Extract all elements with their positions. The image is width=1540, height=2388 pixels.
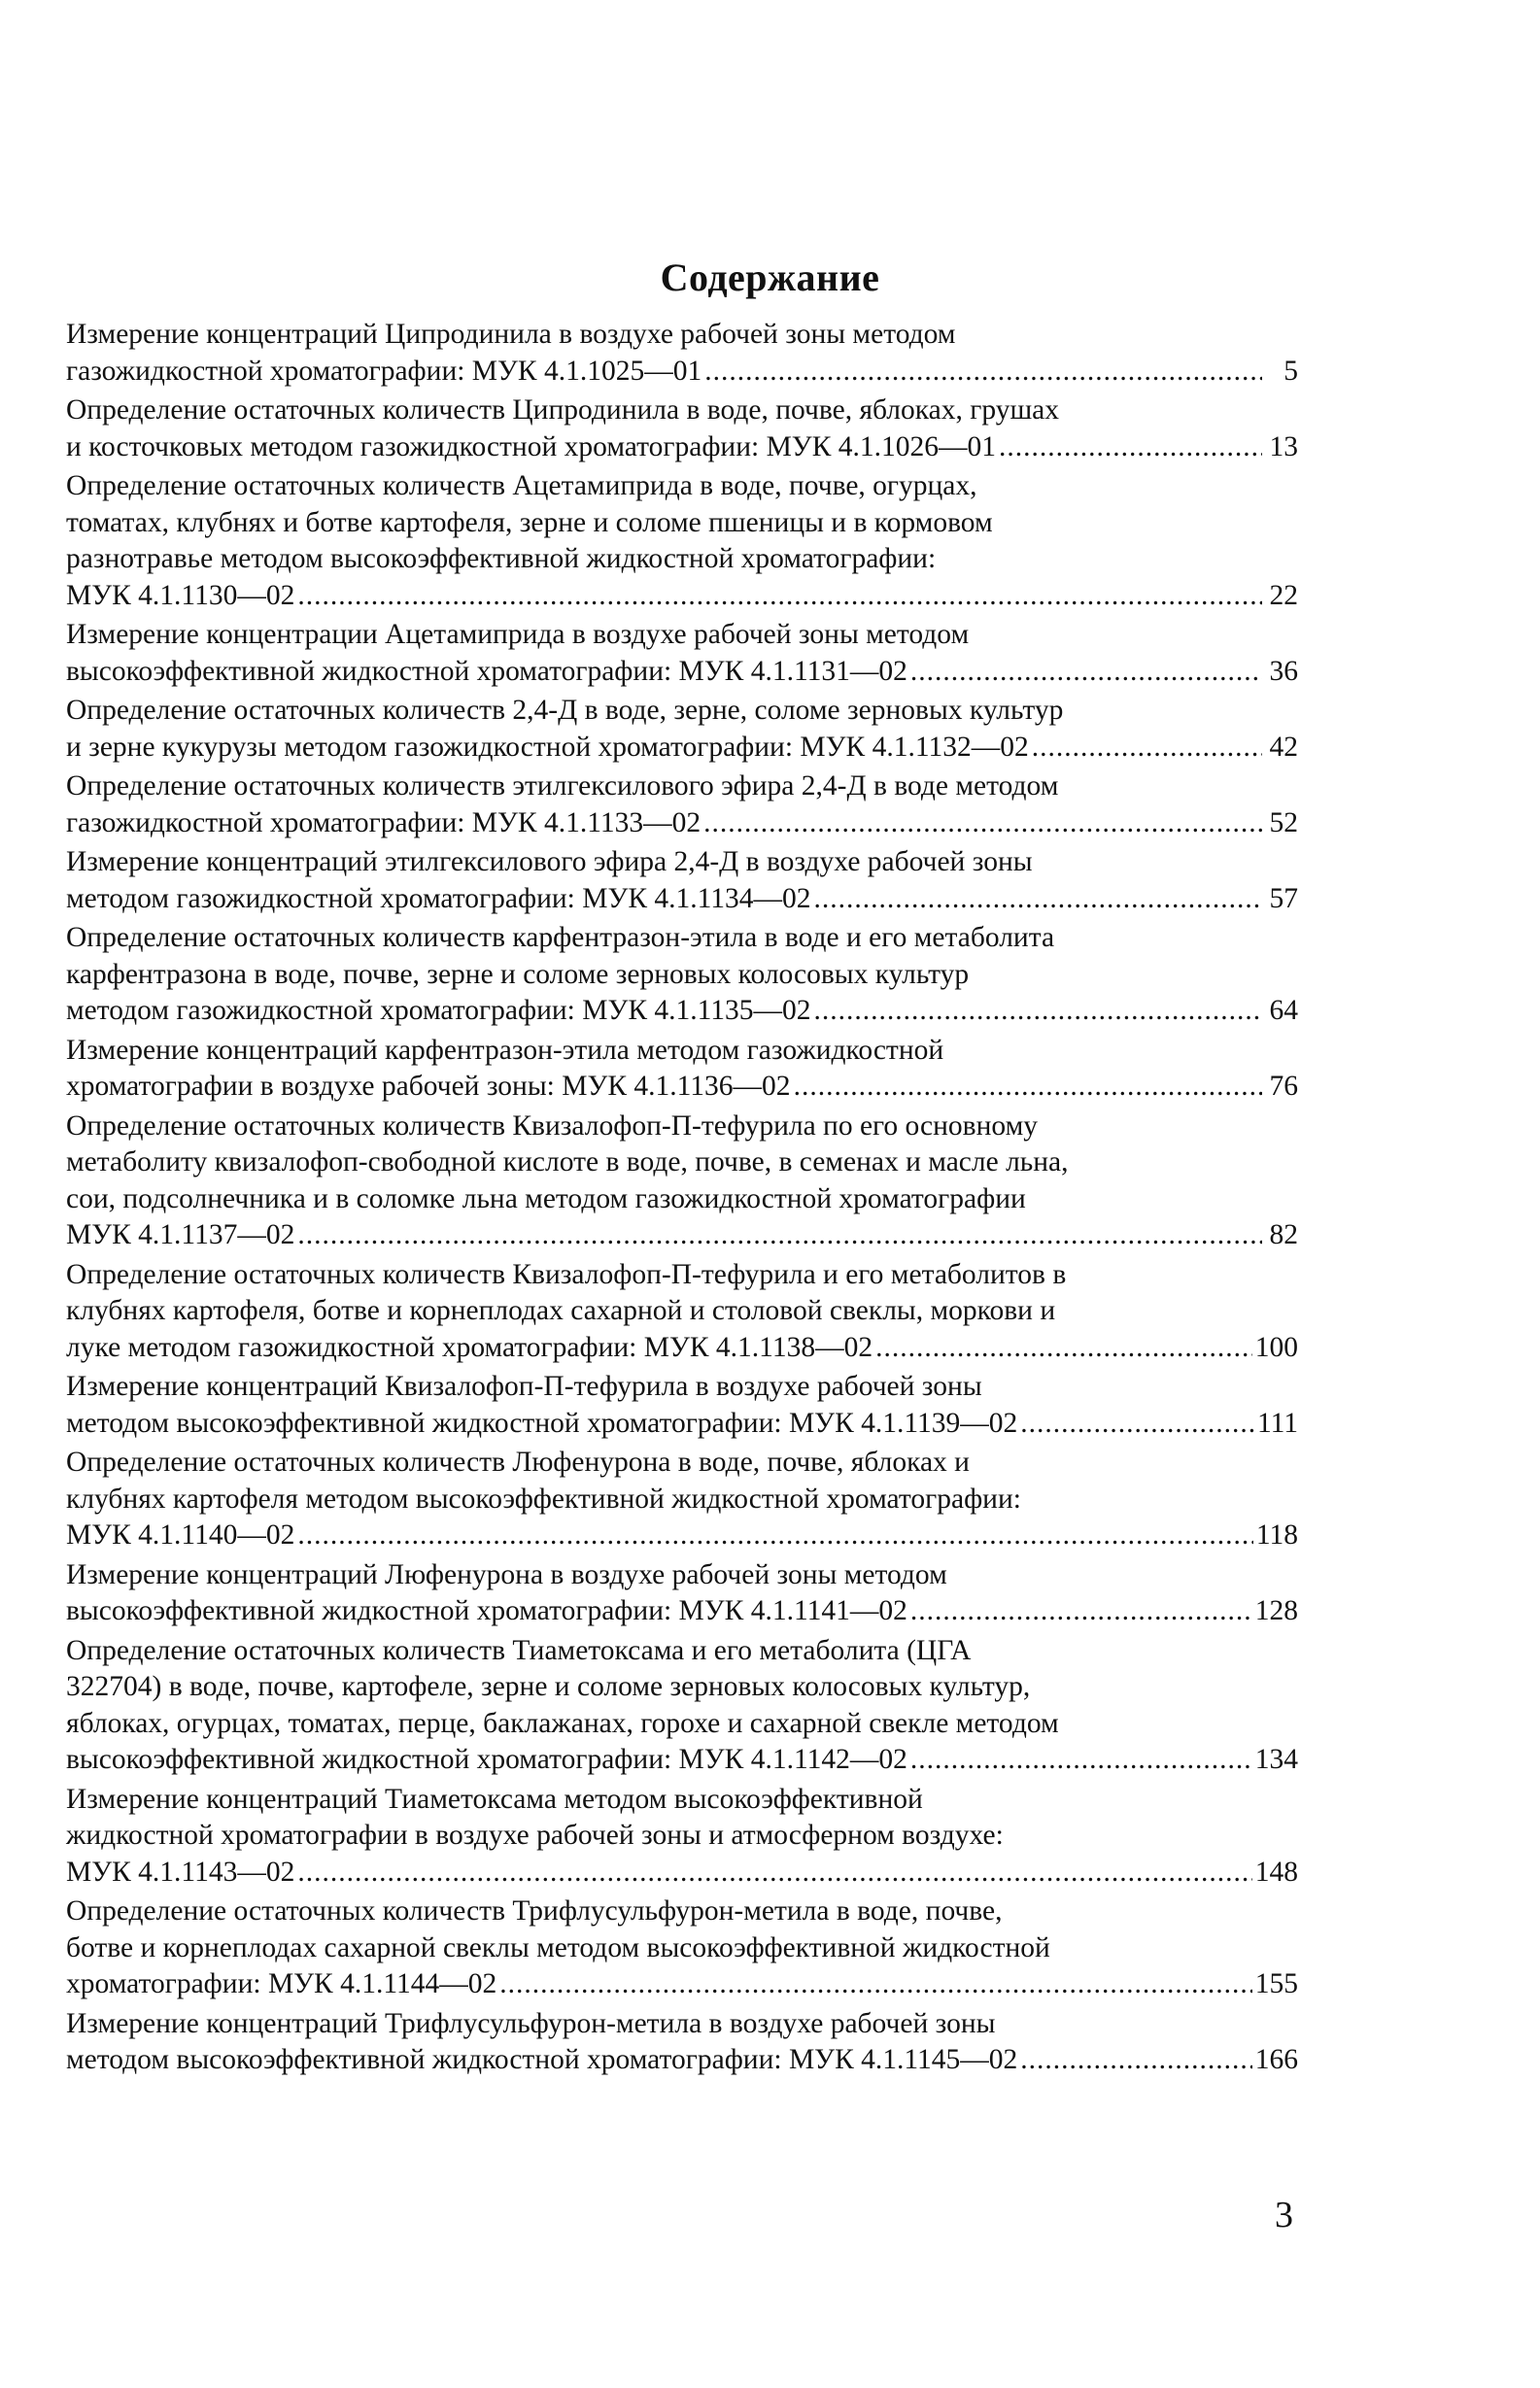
- dot-leader: [1032, 730, 1262, 767]
- toc-entry-line: Измерение концентраций Тиаметоксама методом высокоэффективной: [66, 1783, 923, 1815]
- toc-entry-line: 322704) в воде, почве, картофеле, зерне и соломе зерновых колосовых культур,: [66, 1671, 1031, 1702]
- toc-entry-line: Определение остаточных количеств Квизалофоп-П-тефурила и его метаболитов в: [66, 1258, 1067, 1290]
- toc-entry-line: клубнях картофеля, ботве и корнеплодах сахарной и столовой свеклы, моркови и: [66, 1295, 1056, 1326]
- toc-page-number: 42: [1269, 731, 1298, 763]
- dot-leader: [297, 1217, 1262, 1254]
- toc-entry: [66, 844, 1298, 917]
- dot-leader: [910, 1593, 1252, 1630]
- toc-page-number: 57: [1269, 882, 1298, 914]
- toc-entry-line: МУК 4.1.1140—02: [66, 1519, 295, 1551]
- toc-entry: [66, 2006, 1298, 2079]
- toc-page-number: 36: [1269, 655, 1298, 687]
- toc-entry-line: Измерение концентрации Ацетамиприда в воздухе рабочей зоны методом: [66, 619, 970, 650]
- toc-page-number: 166: [1254, 2044, 1298, 2075]
- toc-entry-final-line: [66, 1742, 1298, 1779]
- dot-leader: [499, 1966, 1251, 2003]
- toc-entry-final-line: [66, 1330, 1298, 1367]
- toc-entry-line: Определение остаточных количеств Люфенурона в воде, почве, яблоках и: [66, 1447, 970, 1478]
- dot-leader: [875, 1330, 1252, 1367]
- toc-entry-final-line: [66, 993, 1298, 1030]
- dot-leader: [794, 1069, 1262, 1106]
- toc-entry-line: и зерне кукурузы методом газожидкостной хроматографии: МУК 4.1.1132—02: [66, 731, 1029, 763]
- toc-page-number: 155: [1254, 1968, 1298, 1999]
- toc-entry-line: метаболиту квизалофоп-свободной кислоте в воде, почве, в семенах и масле льна,: [66, 1146, 1069, 1177]
- toc-page-number: 52: [1269, 806, 1298, 838]
- toc-entry-final-line: [66, 1593, 1298, 1630]
- toc-entry-final-line: [66, 578, 1298, 615]
- toc-page-number: 118: [1255, 1519, 1298, 1551]
- toc-entry-line: высокоэффективной жидкостной хроматографии: МУК 4.1.1142—02: [66, 1744, 907, 1775]
- toc-entry-line: Измерение концентраций Ципродинила в воздухе рабочей зоны методом: [66, 319, 956, 350]
- toc-entry-line: Определение остаточных количеств Квизалофоп-П-тефурила по его основному: [66, 1109, 1038, 1142]
- toc-page-number: 134: [1254, 1744, 1298, 1775]
- toc-entry-final-line: [66, 881, 1298, 918]
- toc-entry-line: Определение остаточных количеств 2,4-Д в воде, зерне, соломе зерновых культур: [66, 695, 1064, 726]
- toc-entry-line: хроматографии: МУК 4.1.1144—02: [66, 1968, 497, 1999]
- toc-page-number: 13: [1269, 430, 1298, 462]
- toc-page-number: 111: [1256, 1407, 1298, 1439]
- toc-page-number: 64: [1269, 995, 1298, 1026]
- toc-entry-line: Определение остаточных количеств карфентразон-этила в воде и его метаболита: [66, 922, 1055, 953]
- toc-entry-line: яблоках, огурцах, томатах, перце, баклажанах, горохе и сахарной свекле методом: [66, 1707, 1059, 1739]
- toc-entry-line: методом газожидкостной хроматографии: МУК 4.1.1134—02: [66, 882, 811, 914]
- toc-entry-line: томатах, клубнях и ботве картофеля, зерне и соломе пшеницы и в кормовом: [66, 506, 993, 538]
- toc-entry-line: ботве и корнеплодах сахарной свеклы методом высокоэффективной жидкостной: [66, 1931, 1050, 1963]
- page-number: 3: [1275, 2195, 1293, 2235]
- toc-entry-final-line: [66, 1069, 1298, 1106]
- toc-page-number: 22: [1269, 579, 1298, 611]
- toc-entry: [66, 1257, 1298, 1367]
- toc-entry-line: методом высокоэффективной жидкостной хроматографии: МУК 4.1.1145—02: [66, 2044, 1018, 2075]
- toc-entry: [66, 317, 1298, 390]
- dot-leader: [704, 354, 1262, 391]
- toc-entry-line: клубнях картофеля методом высокоэффективной жидкостной хроматографии:: [66, 1483, 1021, 1515]
- toc-entry-line: Определение остаточных количеств Трифлусульфурон-метила в воде, почве,: [66, 1895, 1003, 1927]
- toc-entry: [66, 1369, 1298, 1442]
- toc-entry-line: и косточковых методом газожидкостной хроматографии: МУК 4.1.1026—01: [66, 430, 996, 462]
- toc-entry-line: МУК 4.1.1143—02: [66, 1856, 295, 1888]
- toc-entry-line: Определение остаточных количеств Ацетамиприда в воде, почве, огурцах,: [66, 470, 977, 501]
- toc-entry: [66, 392, 1298, 465]
- dot-leader: [297, 1855, 1251, 1892]
- toc-entry: [66, 1557, 1298, 1630]
- toc-entry-line: методом высокоэффективной жидкостной хроматографии: МУК 4.1.1139—02: [66, 1407, 1018, 1439]
- toc-entry-final-line: [66, 1217, 1298, 1254]
- dot-leader: [814, 993, 1262, 1030]
- toc-entry-line: методом газожидкостной хроматографии: МУК 4.1.1135—02: [66, 995, 811, 1026]
- toc-entry: [66, 920, 1298, 1030]
- toc-entry: [66, 1033, 1298, 1106]
- toc-page-number: 100: [1254, 1331, 1298, 1363]
- toc-entry: [66, 1782, 1298, 1892]
- toc-entry-final-line: [66, 654, 1298, 691]
- toc-entry-line: хроматографии в воздухе рабочей зоны: МУК 4.1.1136—02: [66, 1071, 791, 1102]
- toc-entry-final-line: [66, 1966, 1298, 2003]
- toc-page-number: 76: [1269, 1071, 1298, 1102]
- dot-leader: [703, 805, 1262, 842]
- toc-entry-line: луке методом газожидкостной хроматографии: МУК 4.1.1138—02: [66, 1331, 873, 1363]
- toc-entry-line: Измерение концентраций карфентразон-этила методом газожидкостной: [66, 1034, 944, 1066]
- toc-entry-line: газожидкостной хроматографии: МУК 4.1.1133—02: [66, 806, 702, 838]
- toc-entry-line: Измерение концентраций этилгексилового эфира 2,4-Д в воздухе рабочей зоны: [66, 846, 1033, 877]
- toc-entry-final-line: [66, 354, 1298, 391]
- toc-entry: [66, 617, 1298, 690]
- toc-entry: [66, 1109, 1298, 1254]
- dot-leader: [910, 654, 1262, 691]
- dot-leader: [297, 1518, 1253, 1554]
- toc-entry-line: Измерение концентраций Трифлусульфурон-метила в воздухе рабочей зоны: [66, 2007, 996, 2039]
- toc-entry: [66, 1445, 1298, 1554]
- toc-entry-final-line: [66, 429, 1298, 466]
- toc-page-number: 128: [1254, 1595, 1298, 1626]
- toc-entry-line: Измерение концентраций Люфенурона в воздухе рабочей зоны методом: [66, 1558, 947, 1590]
- toc-page-number: 82: [1269, 1219, 1298, 1250]
- toc-entry-line: МУК 4.1.1130—02: [66, 579, 295, 611]
- toc-entry: [66, 468, 1298, 614]
- toc-title: Содержание: [660, 256, 880, 299]
- dot-leader: [1020, 2042, 1251, 2079]
- dot-leader: [814, 881, 1262, 918]
- dot-leader: [1020, 1406, 1254, 1443]
- table-of-contents: [66, 317, 1298, 2082]
- toc-entry-line: Измерение концентраций Квизалофоп-П-тефурила в воздухе рабочей зоны: [66, 1371, 982, 1402]
- toc-entry-final-line: [66, 805, 1298, 842]
- toc-entry: [66, 1633, 1298, 1779]
- toc-entry-line: карфентразона в воде, почве, зерне и соломе зерновых колосовых культур: [66, 958, 970, 990]
- toc-entry-final-line: [66, 730, 1298, 767]
- toc-entry-line: МУК 4.1.1137—02: [66, 1219, 295, 1250]
- toc-entry: [66, 693, 1298, 766]
- toc-entry-line: Определение остаточных количеств этилгексилового эфира 2,4-Д в воде методом: [66, 770, 1059, 802]
- toc-entry-line: высокоэффективной жидкостной хроматографии: МУК 4.1.1131—02: [66, 655, 907, 687]
- toc-entry: [66, 1893, 1298, 2003]
- toc-page-number: 148: [1254, 1856, 1298, 1888]
- toc-entry-final-line: [66, 1406, 1298, 1443]
- toc-entry-line: газожидкостной хроматографии: МУК 4.1.1025—01: [66, 355, 702, 387]
- dot-leader: [297, 578, 1262, 615]
- toc-entry-line: Определение остаточных количеств Тиаметоксама и его метаболита (ЦГА: [66, 1634, 972, 1666]
- toc-entry-final-line: [66, 2042, 1298, 2079]
- toc-entry-line: сои, подсолнечника и в соломке льна методом газожидкостной хроматографии: [66, 1182, 1026, 1214]
- toc-entry-line: жидкостной хроматографии в воздухе рабочей зоны и атмосферном воздухе:: [66, 1820, 1004, 1851]
- dot-leader: [999, 429, 1262, 466]
- dot-leader: [910, 1742, 1252, 1779]
- toc-entry-line: разнотравье методом высокоэффективной жидкостной хроматографии:: [66, 543, 937, 574]
- toc-entry-final-line: [66, 1855, 1298, 1892]
- toc-entry: [66, 768, 1298, 841]
- toc-entry-final-line: [66, 1518, 1298, 1554]
- toc-entry-line: Определение остаточных количеств Ципродинила в воде, почве, яблоках, грушах: [66, 394, 1060, 426]
- toc-page-number: 5: [1283, 355, 1298, 387]
- toc-entry-line: высокоэффективной жидкостной хроматографии: МУК 4.1.1141—02: [66, 1595, 907, 1626]
